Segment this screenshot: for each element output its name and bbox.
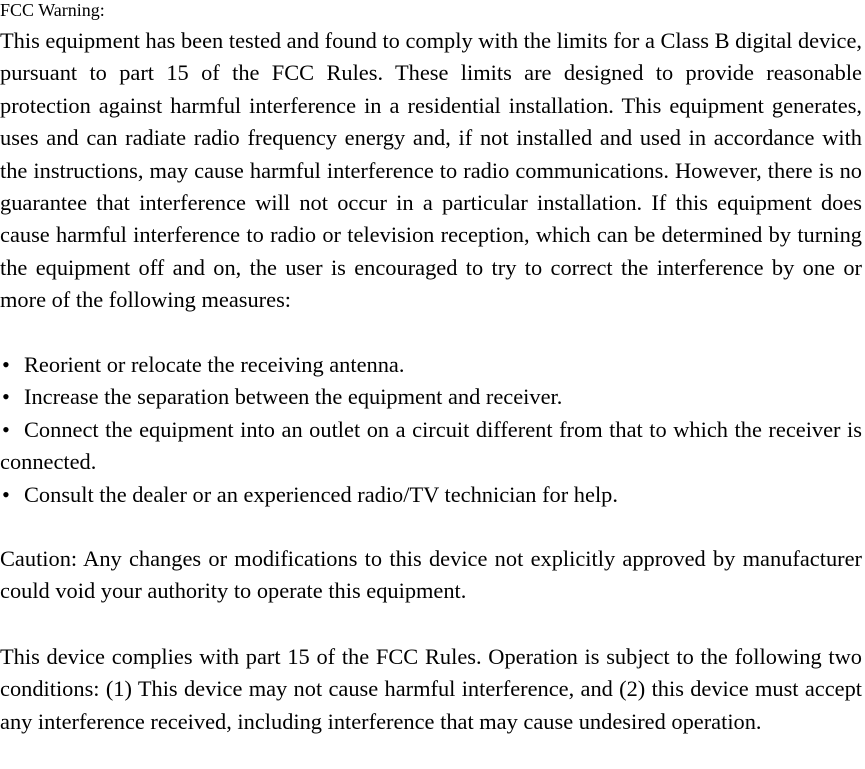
compliance-paragraph: This device complies with part 15 of the FCC Rules. Operation is subject to the following two conditions: (1) This device may not cause harmful interference, and (2) this device must accept any interference received, including interference that may cause undesired operation. xyxy=(0,644,862,734)
bullet-icon: • xyxy=(2,416,10,442)
measures-list xyxy=(0,349,862,511)
list-item xyxy=(0,479,862,511)
bullet-icon: • xyxy=(2,384,10,410)
measure-text: Reorient or relocate the receiving antenna. xyxy=(24,352,405,377)
list-item xyxy=(0,414,862,479)
list-item xyxy=(0,381,862,413)
bullet-icon: • xyxy=(2,481,10,507)
fcc-warning-heading: FCC Warning: xyxy=(0,0,105,20)
measure-text: Connect the equipment into an outlet on a circuit different from that to which the receiver is connected. xyxy=(0,416,862,475)
fcc-warning-paragraph: This equipment has been tested and found to comply with the limits for a Class B digital device, pursuant to part 15 of the FCC Rules. These limits are designed to provide reasonable protection against harmful interference in a residential installation. This equipment generates, uses and can radiate radio frequency energy and, if not installed and used in accordance with the instructions, may cause harmful interference to radio communications. However, there is no guarantee that interference will not occur in a particular installation. If this equipment does cause harmful interference to radio or television reception, which can be determined by turning the equipment off and on, the user is encouraged to try to correct the interference by one or more of the following measures: xyxy=(0,28,862,313)
measure-text: Increase the separation between the equipment and receiver. xyxy=(24,384,563,410)
list-item xyxy=(0,349,862,381)
caution-paragraph: Caution: Any changes or modifications to this device not explicitly approved by manufacturer could void your authority to operate this equipment. xyxy=(0,546,862,604)
bullet-icon: • xyxy=(2,352,10,377)
measure-text: Consult the dealer or an experienced radio/TV technician for help. xyxy=(24,481,618,507)
